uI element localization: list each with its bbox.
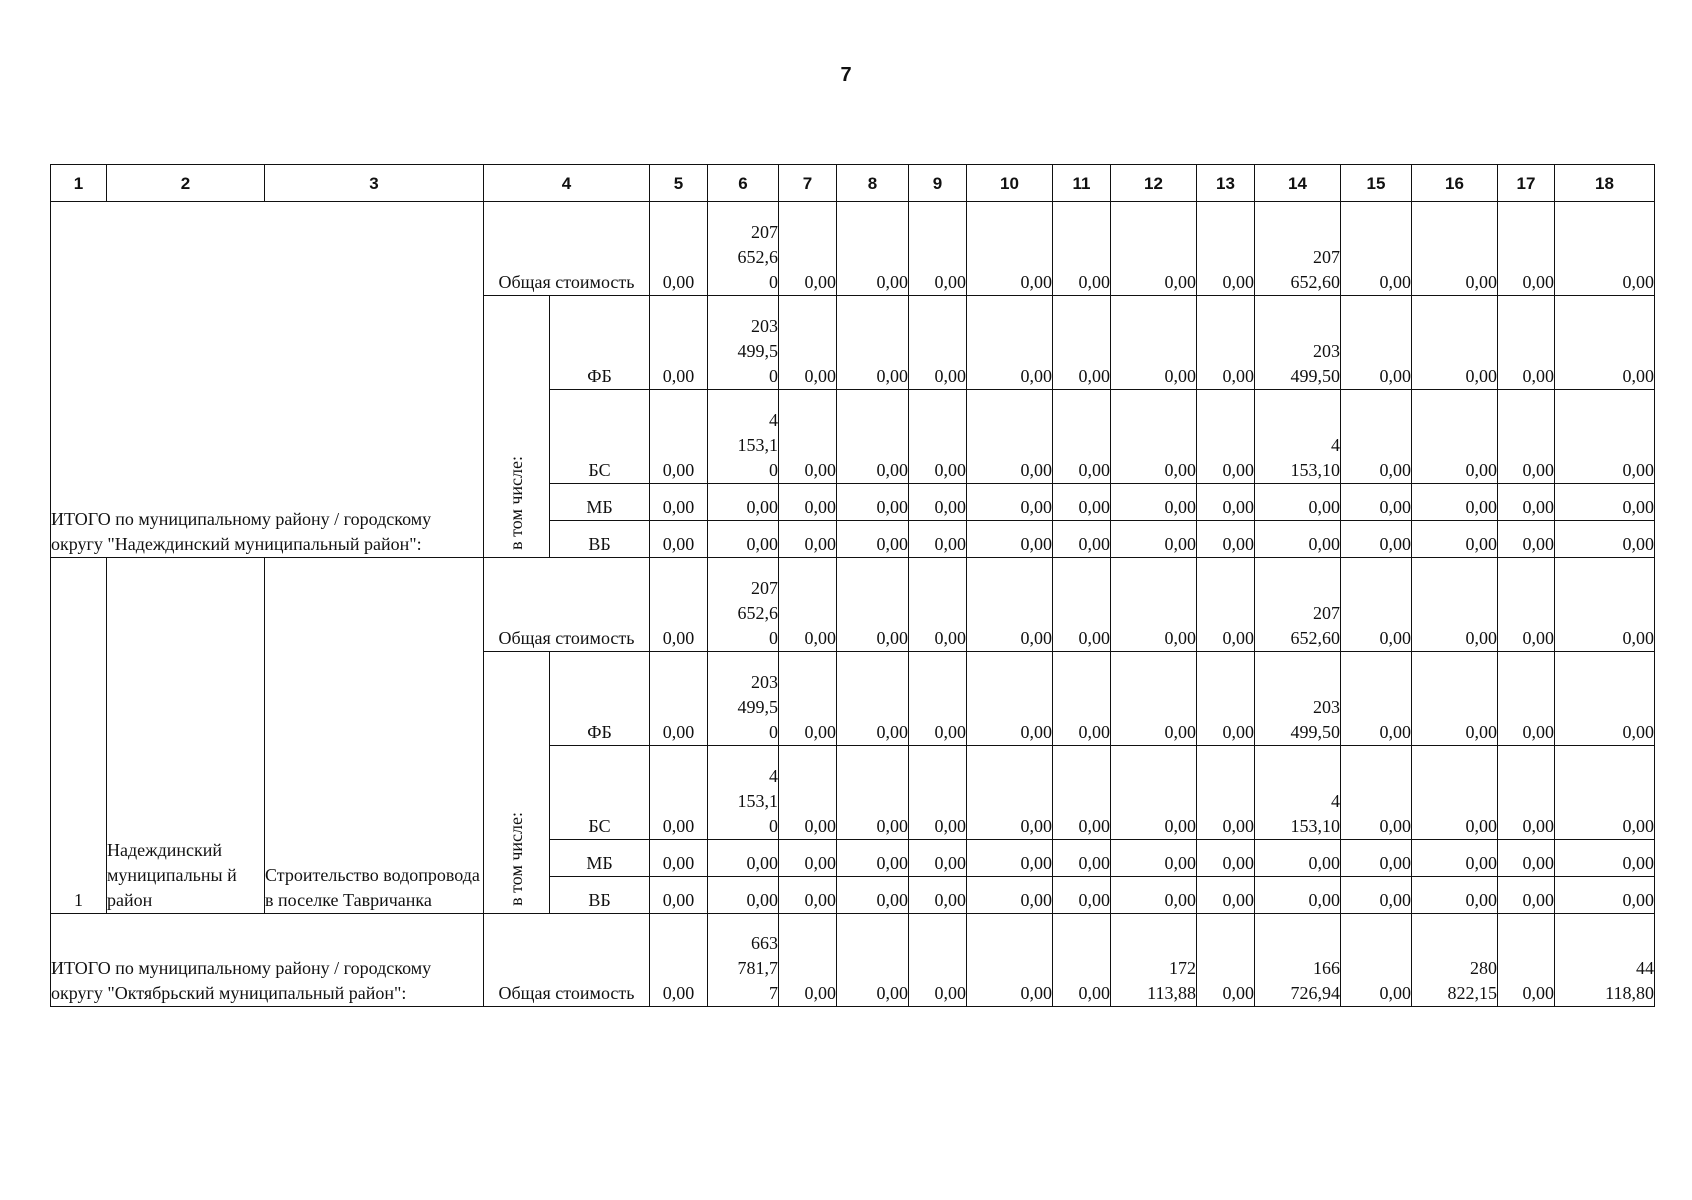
value-cell: 0,00	[1341, 914, 1412, 1007]
value-cell: 0,00	[837, 746, 909, 840]
value-cell: 0,00	[1341, 521, 1412, 558]
value-part: 203	[1313, 341, 1340, 361]
value-part: 822,15	[1447, 983, 1497, 1003]
value-cell: 0,00	[1111, 840, 1197, 877]
value-cell: 0,00	[909, 484, 967, 521]
value-part: 0,00	[746, 890, 778, 910]
value-cell: 0,00	[1498, 746, 1555, 840]
value-cell: 0,00	[779, 484, 837, 521]
row-label: МБ	[550, 484, 650, 521]
value-cell: 0,00	[1555, 652, 1655, 746]
in-total-text: в том числе:	[506, 456, 526, 550]
header-cell: 6	[708, 165, 779, 202]
value-cell: 0,00	[779, 558, 837, 652]
value-cell: 0,00	[1555, 840, 1655, 877]
value-cell: 0,00	[1498, 202, 1555, 296]
value-cell: 0,00	[1498, 558, 1555, 652]
value-cell	[708, 746, 779, 840]
value-part: 0	[769, 722, 778, 742]
value-cell: 0,00	[909, 840, 967, 877]
value-cell: 0,00	[1111, 484, 1197, 521]
value-cell: 0,00	[1197, 746, 1255, 840]
value-cell: 0,00	[1341, 202, 1412, 296]
value-cell: 0,00	[1341, 877, 1412, 914]
value-cell: 0,00	[650, 202, 708, 296]
value-cell: 0,00	[1555, 521, 1655, 558]
value-cell: 0,00	[1412, 390, 1498, 484]
value-cell	[708, 558, 779, 652]
table-row	[51, 558, 1655, 652]
value-cell: 0,00	[1197, 840, 1255, 877]
value-cell: 0,00	[1412, 746, 1498, 840]
value-cell: 0,00	[1341, 390, 1412, 484]
value-cell	[1412, 914, 1498, 1007]
project-name: Строительство водопровода в поселке Тавричанка	[265, 558, 484, 914]
value-cell: 0,00	[779, 746, 837, 840]
value-part: 207	[751, 578, 778, 598]
value-part: 0,00	[746, 497, 778, 517]
value-part: 4	[769, 410, 778, 430]
value-part: 0	[769, 460, 778, 480]
value-cell: 0,00	[909, 558, 967, 652]
row-number: 1	[51, 558, 107, 914]
value-cell: 0,00	[837, 558, 909, 652]
value-part: 0,00	[1308, 853, 1340, 873]
value-part: 118,80	[1605, 983, 1654, 1003]
value-part: 203	[751, 316, 778, 336]
value-cell	[708, 914, 779, 1007]
value-cell: 0,00	[1053, 484, 1111, 521]
value-cell: 0,00	[1498, 521, 1555, 558]
value-cell	[1255, 877, 1341, 914]
value-cell	[1255, 558, 1341, 652]
value-cell: 0,00	[1197, 652, 1255, 746]
value-part: 0,00	[1308, 534, 1340, 554]
in-total-text: в том числе:	[506, 812, 526, 906]
value-cell: 0,00	[967, 558, 1053, 652]
value-cell: 0,00	[909, 202, 967, 296]
value-cell: 0,00	[1111, 202, 1197, 296]
value-cell: 0,00	[837, 877, 909, 914]
value-part: 652,6	[737, 247, 778, 267]
value-cell: 0,00	[650, 652, 708, 746]
header-cell: 4	[484, 165, 650, 202]
value-cell: 0,00	[1412, 202, 1498, 296]
row-label: Общая стоимость	[484, 202, 650, 296]
value-cell: 0,00	[779, 840, 837, 877]
value-part: 0,00	[1308, 497, 1340, 517]
value-cell: 0,00	[1412, 296, 1498, 390]
value-cell: 0,00	[1498, 914, 1555, 1007]
value-cell	[1255, 296, 1341, 390]
value-cell: 0,00	[650, 558, 708, 652]
value-part: 166	[1313, 958, 1340, 978]
value-cell: 0,00	[1412, 840, 1498, 877]
value-part: 203	[751, 672, 778, 692]
value-cell	[1255, 652, 1341, 746]
in-total-label	[484, 652, 550, 914]
header-cell: 2	[107, 165, 265, 202]
value-cell: 0,00	[1197, 558, 1255, 652]
value-cell: 0,00	[1341, 652, 1412, 746]
value-cell: 0,00	[1341, 840, 1412, 877]
value-cell: 0,00	[1498, 484, 1555, 521]
header-cell: 11	[1053, 165, 1111, 202]
value-cell: 0,00	[1197, 521, 1255, 558]
value-cell: 0,00	[837, 202, 909, 296]
value-cell	[1255, 521, 1341, 558]
value-cell: 0,00	[1197, 877, 1255, 914]
value-part: 0,00	[1308, 890, 1340, 910]
value-part: 499,5	[737, 697, 778, 717]
value-part: 0,00	[746, 534, 778, 554]
row-label: Общая стоимость	[484, 914, 650, 1007]
row-label: ФБ	[550, 296, 650, 390]
header-cell: 9	[909, 165, 967, 202]
value-cell: 0,00	[1555, 746, 1655, 840]
value-cell: 0,00	[1197, 202, 1255, 296]
value-cell: 0,00	[967, 202, 1053, 296]
value-cell: 0,00	[1341, 484, 1412, 521]
value-cell: 0,00	[967, 914, 1053, 1007]
value-part: 0	[769, 272, 778, 292]
value-cell: 0,00	[1053, 840, 1111, 877]
value-cell: 0,00	[967, 746, 1053, 840]
value-cell: 0,00	[1053, 652, 1111, 746]
value-cell: 0,00	[1555, 296, 1655, 390]
value-cell: 0,00	[837, 390, 909, 484]
value-cell	[708, 202, 779, 296]
value-cell: 0,00	[967, 484, 1053, 521]
value-cell: 0,00	[1053, 877, 1111, 914]
value-cell: 0,00	[779, 877, 837, 914]
value-cell: 0,00	[1111, 877, 1197, 914]
header-cell: 7	[779, 165, 837, 202]
value-cell: 0,00	[967, 390, 1053, 484]
value-part: 280	[1470, 958, 1497, 978]
value-cell: 0,00	[1197, 484, 1255, 521]
value-part: 652,60	[1290, 628, 1340, 648]
value-cell: 0,00	[837, 484, 909, 521]
value-cell	[1255, 202, 1341, 296]
value-part: 207	[1313, 247, 1340, 267]
value-cell: 0,00	[837, 296, 909, 390]
value-cell	[708, 877, 779, 914]
value-part: 207	[1313, 603, 1340, 623]
value-part: 781,7	[737, 958, 778, 978]
value-cell: 0,00	[1412, 558, 1498, 652]
value-cell	[1555, 914, 1655, 1007]
row-label: ФБ	[550, 652, 650, 746]
value-cell: 0,00	[1498, 840, 1555, 877]
value-cell: 0,00	[1053, 202, 1111, 296]
row-label: БС	[550, 746, 650, 840]
value-cell: 0,00	[779, 202, 837, 296]
value-part: 153,10	[1290, 816, 1340, 836]
value-part: 499,50	[1290, 366, 1340, 386]
value-cell: 0,00	[1412, 484, 1498, 521]
header-cell: 3	[265, 165, 484, 202]
value-part: 652,60	[1290, 272, 1340, 292]
table-row	[51, 914, 1655, 1007]
value-cell: 0,00	[837, 521, 909, 558]
value-cell	[1255, 484, 1341, 521]
header-cell: 5	[650, 165, 708, 202]
value-part: 207	[751, 222, 778, 242]
value-part: 113,88	[1147, 983, 1196, 1003]
value-cell: 0,00	[1412, 521, 1498, 558]
header-cell: 18	[1555, 165, 1655, 202]
value-part: 0	[769, 628, 778, 648]
value-cell: 0,00	[909, 746, 967, 840]
value-cell: 0,00	[1555, 877, 1655, 914]
value-cell: 0,00	[650, 521, 708, 558]
value-cell: 0,00	[779, 390, 837, 484]
value-cell: 0,00	[779, 914, 837, 1007]
row-label: ВБ	[550, 877, 650, 914]
value-part: 499,50	[1290, 722, 1340, 742]
row-label: БС	[550, 390, 650, 484]
value-cell: 0,00	[779, 652, 837, 746]
budget-table	[50, 164, 1655, 1007]
value-cell: 0,00	[909, 521, 967, 558]
value-part: 7	[769, 983, 778, 1003]
value-cell: 0,00	[1197, 390, 1255, 484]
row-label: МБ	[550, 840, 650, 877]
value-cell: 0,00	[967, 652, 1053, 746]
value-cell: 0,00	[1111, 558, 1197, 652]
value-cell: 0,00	[1498, 390, 1555, 484]
value-cell: 0,00	[837, 652, 909, 746]
value-part: 153,1	[737, 791, 778, 811]
value-cell: 0,00	[909, 914, 967, 1007]
header-cell: 17	[1498, 165, 1555, 202]
value-cell: 0,00	[650, 390, 708, 484]
value-cell: 0,00	[1111, 296, 1197, 390]
value-cell: 0,00	[1412, 877, 1498, 914]
value-cell: 0,00	[1555, 558, 1655, 652]
value-cell: 0,00	[1111, 521, 1197, 558]
value-cell: 0,00	[1555, 390, 1655, 484]
value-cell: 0,00	[1053, 914, 1111, 1007]
value-part: 499,5	[737, 341, 778, 361]
value-cell	[1255, 840, 1341, 877]
value-cell	[1255, 914, 1341, 1007]
value-part: 0,00	[746, 853, 778, 873]
value-cell: 0,00	[779, 296, 837, 390]
header-cell: 12	[1111, 165, 1197, 202]
value-part: 4	[1331, 791, 1340, 811]
value-cell	[1111, 914, 1197, 1007]
district-name: Надеждинский муниципальны й район	[107, 558, 265, 914]
value-cell: 0,00	[1498, 652, 1555, 746]
value-cell	[708, 840, 779, 877]
page-number: 7	[840, 64, 852, 86]
header-cell: 8	[837, 165, 909, 202]
header-cell: 14	[1255, 165, 1341, 202]
value-cell: 0,00	[1053, 296, 1111, 390]
value-cell: 0,00	[1197, 914, 1255, 1007]
value-cell: 0,00	[909, 652, 967, 746]
value-part: 203	[1313, 697, 1340, 717]
value-cell: 0,00	[909, 877, 967, 914]
table-row	[51, 202, 1655, 296]
value-cell: 0,00	[967, 296, 1053, 390]
value-cell: 0,00	[909, 390, 967, 484]
value-part: 153,10	[1290, 460, 1340, 480]
value-cell	[708, 390, 779, 484]
value-part: 663	[751, 933, 778, 953]
value-part: 153,1	[737, 435, 778, 455]
value-part: 44	[1636, 958, 1654, 978]
in-total-label	[484, 296, 550, 558]
value-cell: 0,00	[1111, 652, 1197, 746]
value-cell: 0,00	[1053, 558, 1111, 652]
value-cell: 0,00	[1053, 390, 1111, 484]
value-cell: 0,00	[1053, 746, 1111, 840]
value-cell: 0,00	[967, 521, 1053, 558]
value-cell: 0,00	[967, 840, 1053, 877]
header-cell: 15	[1341, 165, 1412, 202]
header-cell: 13	[1197, 165, 1255, 202]
value-cell	[1255, 746, 1341, 840]
group-title: ИТОГО по муниципальному району / городскому округу "Надеждинский муниципальный район":	[51, 202, 484, 558]
value-cell: 0,00	[779, 521, 837, 558]
value-part: 4	[1331, 435, 1340, 455]
value-cell	[708, 484, 779, 521]
value-cell: 0,00	[650, 840, 708, 877]
value-cell: 0,00	[837, 914, 909, 1007]
value-part: 726,94	[1290, 983, 1340, 1003]
value-part: 0	[769, 816, 778, 836]
value-cell: 0,00	[1341, 746, 1412, 840]
value-cell: 0,00	[650, 914, 708, 1007]
value-cell: 0,00	[837, 840, 909, 877]
value-cell: 0,00	[1498, 877, 1555, 914]
header-cell: 10	[967, 165, 1053, 202]
value-part: 0	[769, 366, 778, 386]
value-cell: 0,00	[650, 296, 708, 390]
row-label: ВБ	[550, 521, 650, 558]
value-cell: 0,00	[1111, 390, 1197, 484]
value-cell: 0,00	[1555, 202, 1655, 296]
value-cell: 0,00	[650, 746, 708, 840]
value-cell: 0,00	[650, 484, 708, 521]
value-cell: 0,00	[909, 296, 967, 390]
value-cell: 0,00	[1341, 558, 1412, 652]
value-cell: 0,00	[967, 877, 1053, 914]
value-cell: 0,00	[1555, 484, 1655, 521]
value-cell: 0,00	[650, 877, 708, 914]
group-title: ИТОГО по муниципальному району / городскому округу "Октябрьский муниципальный район":	[51, 914, 484, 1007]
value-cell	[708, 521, 779, 558]
value-part: 4	[769, 766, 778, 786]
value-cell: 0,00	[1111, 746, 1197, 840]
value-part: 172	[1169, 958, 1196, 978]
header-cell: 1	[51, 165, 107, 202]
value-cell	[1255, 390, 1341, 484]
value-cell: 0,00	[1412, 652, 1498, 746]
value-part: 652,6	[737, 603, 778, 623]
row-label: Общая стоимость	[484, 558, 650, 652]
header-row	[51, 165, 1655, 202]
value-cell: 0,00	[1498, 296, 1555, 390]
value-cell: 0,00	[1197, 296, 1255, 390]
header-cell: 16	[1412, 165, 1498, 202]
value-cell	[708, 296, 779, 390]
value-cell: 0,00	[1341, 296, 1412, 390]
value-cell	[708, 652, 779, 746]
value-cell: 0,00	[1053, 521, 1111, 558]
